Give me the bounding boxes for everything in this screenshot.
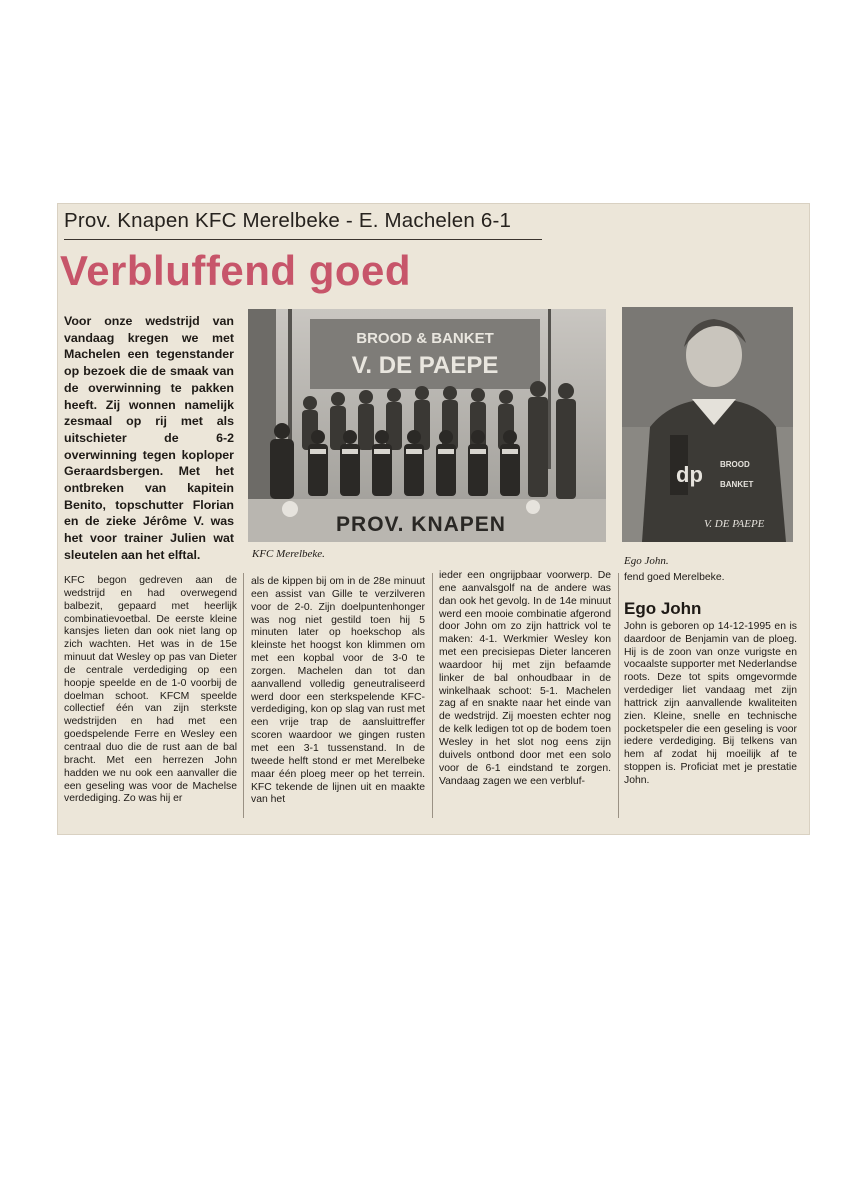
newspaper-clipping xyxy=(57,203,810,835)
shirt-line1-text: BROOD xyxy=(720,460,750,469)
lead-paragraph: Voor onze wedstrijd van vandaag kregen we met Machelen een tegenstander op bezoek die de smaak van de overwinning te pakken heeft. Zij wonnen namelijk zesmaal op rij met als uitschieter de 6-2 overwinning tegen koploper Geraardsbergen. Met het ontbreken van kapitein Benito, topschutter Florian en de zieke Jérôme V. was het voor trainer Julien wat sleutelen aan het elftal. xyxy=(64,314,234,562)
body-column-2: als de kippen bij om in de 28e minuut een assist van Gille te verzilveren voor de 2-0. Zijn doelpuntenhonger was nog niet gestild toen hij 5 minuten later op hoekschop als kleinste het hoogst kon klimmen om met een kopbal voor de 3-0 te zorgen. Machelen dan tot dan aanvallend volledig geneutraliseerd werd door een sterkspelende KFC-verdediging, kon op slag van rust met een vrije trap de aansluittreffer scoren waardoor we gingen rusten met een 3-1 tussenstand. In de tweede helft stond er met Merelbeke maar één ploeg meer op het terrein. KFC tekende de lijnen uit en maakte van het xyxy=(251,576,425,806)
team-photo xyxy=(248,309,606,542)
body-column-1: KFC begon gedreven aan de wedstrijd en had overwegend balbezit, gepaard met heerlijk combinatievoetbal. De eerste kleine kansjes lieten dan ook niet lang op zich wachten. Het was in de 15e minuut dat Wesley op pas van Dieter de centrale verdediging op een hoopje speelde en de 1-0 voorbij de doelman schoot. KFCM speelde collectief één van zijn sterkste wedstrijden en had met een goedspelende Ferre en Wesley een centraal duo die de rust aan de bal bracht. Met een herrezen John hadden we nu ook een aanvaller die een geseling was voor de Machelse verdediging. Zo was hij er xyxy=(64,575,237,805)
team-photo-caption: KFC Merelbeke. xyxy=(252,548,325,560)
team-sign-text: PROV. KNAPEN xyxy=(336,513,506,536)
shirt-line3-text: V. DE PAEPE xyxy=(704,518,765,530)
column-rule xyxy=(432,573,433,818)
banner-text: BROOD & BANKET xyxy=(356,330,494,347)
shirt-line2-text: BANKET xyxy=(720,480,754,489)
match-kicker: Prov. Knapen KFC Merelbeke - E. Machelen 6-1 xyxy=(64,209,512,232)
body-column-3: ieder een ongrijpbaar voorwerp. De ene aanvalsgolf na de andere was dan ook het gevolg. In de 14e minuut werd een mooie combinatie afgerond door John om zo zijn hattrick vol te maken: 4-1. Werkmier Wesley kon met een precisiepas Dieter lanceren waardoor hij met zijn befaamde linker de bal onhoudbaar in de winkelhaak schoot: 5-1. Machelen zag af en snakte naar het einde van de wedstrijd. Zij moesten echter nog de kelk ledigen tot op de bodem toen Wesley in het slot nog eens zijn duivels ontbond door met een solo voor de 6-1 eindstand te zorgen. Vandaag zagen we een verbluf- xyxy=(439,570,611,787)
headline: Verbluffend goed xyxy=(60,247,412,294)
portrait-photo xyxy=(622,307,793,542)
sidebar-subhead: Ego John xyxy=(624,598,702,618)
sidebar-body: John is geboren op 14-12-1995 en is daardoor de Benjamin van de ploeg. Hij is de zoon van onze vurigste en vocaalste supporter met Nederlandse roots. Deze tot spits omgevormde verdediger liet vandaag met zijn hattrick zijn aanvallende kwaliteiten zien. Kleine, snelle en technische pocketspeler die een geseling is voor iedere verdediging. Bij telkens van hem af zodat hij moeilijk af te stoppen is. Proficiat met je prestatie John. xyxy=(624,620,797,786)
column-rule xyxy=(618,573,619,818)
portrait-caption: Ego John. xyxy=(624,555,669,567)
kicker-rule xyxy=(64,239,542,240)
body-column-4 xyxy=(624,572,797,788)
column-rule xyxy=(243,573,244,818)
banner-name-text: V. DE PAEPE xyxy=(351,352,499,379)
shirt-logo-text: dp xyxy=(676,462,703,487)
article-tail: fend goed Merelbeke. xyxy=(624,572,725,583)
